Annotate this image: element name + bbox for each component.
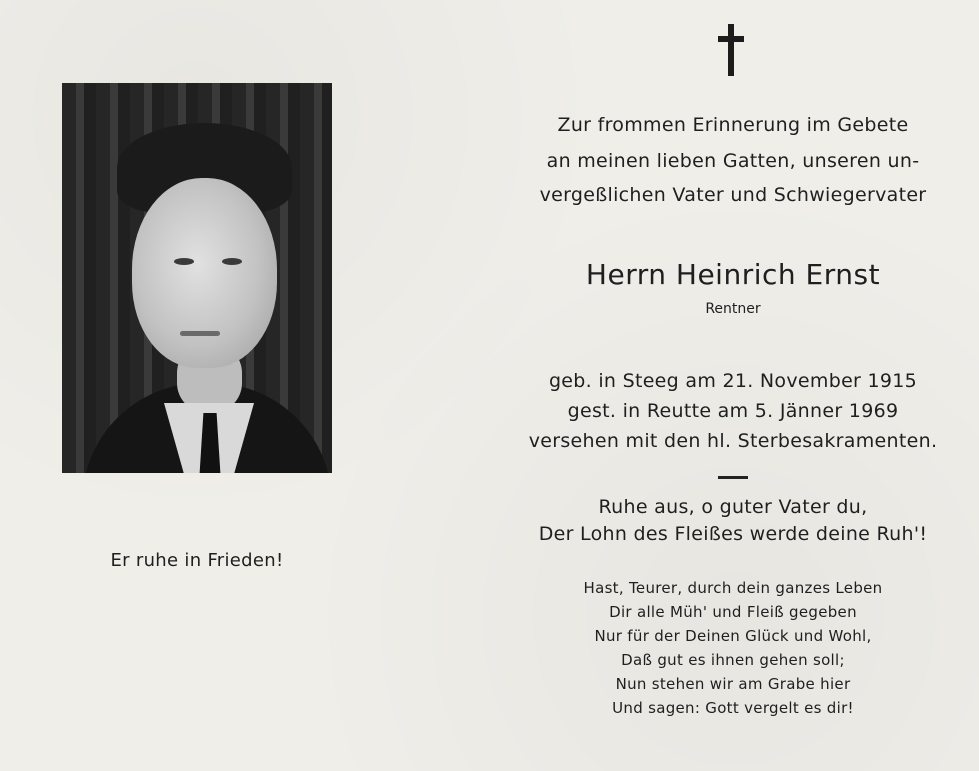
verse-line: Dir alle Müh' und Fleiß gegeben (609, 603, 857, 621)
verse-line: Der Lohn des Fleißes werde deine Ruh'! (538, 523, 928, 545)
rest-in-peace-text: Er ruhe in Frieden! (110, 550, 284, 571)
sacraments-line: versehen mit den hl. Sterbesakramenten. (528, 430, 938, 452)
death-line: gest. in Reutte am 5. Jänner 1969 (567, 400, 899, 422)
verse-line: Daß gut es ihnen gehen soll; (621, 651, 845, 669)
intro-line: an meinen lieben Gatten, unseren un- (546, 150, 920, 172)
verse-line: Und sagen: Gott vergelt es dir! (612, 699, 854, 717)
verse-line: Nur für der Deinen Glück und Wohl, (594, 627, 872, 645)
occupation: Rentner (705, 301, 761, 317)
verse-line: Ruhe aus, o guter Vater du, (598, 496, 868, 518)
divider (718, 476, 748, 479)
intro-text (505, 108, 961, 212)
verse-line: Nun stehen wir am Grabe hier (615, 675, 851, 693)
verse-line: Hast, Teurer, durch dein ganzes Leben (583, 579, 883, 597)
verse-2 (505, 576, 961, 720)
cross-icon (718, 24, 744, 76)
portrait-photo (62, 83, 332, 473)
intro-line: Zur frommen Erinnerung im Gebete (557, 114, 909, 136)
verse-1 (505, 494, 961, 548)
birth-line: geb. in Steeg am 21. November 1915 (548, 370, 918, 392)
dates-block (505, 366, 961, 456)
deceased-name: Herrn Heinrich Ernst (585, 258, 881, 291)
intro-line: vergeßlichen Vater und Schwiegervater (539, 184, 927, 206)
